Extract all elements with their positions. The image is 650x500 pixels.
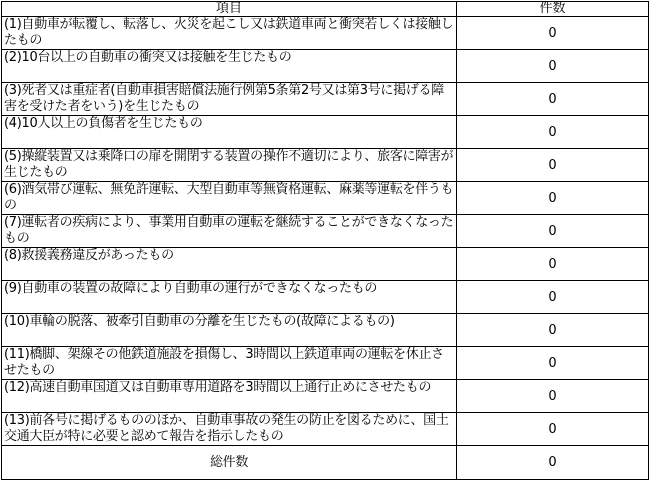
- table-row: [2, 17, 649, 50]
- row-item: (13)前各号に掲げるもののほか、自動車事故の発生の防止を図るために、国土交通大臣が特に必要と認めて報告を指示したもの: [2, 413, 457, 446]
- table-row: [2, 215, 649, 248]
- row-count: 0: [457, 116, 649, 149]
- row-count: 0: [457, 149, 649, 182]
- header-row: [2, 2, 649, 17]
- row-item: (10)車輪の脱落、被牽引自動車の分離を生じたもの(故障によるもの): [2, 314, 457, 347]
- row-count: 0: [457, 380, 649, 413]
- table-row: [2, 83, 649, 116]
- row-item: (7)運転者の疾病により、事業用自動車の運転を継続することができなくなったもの: [2, 215, 457, 248]
- row-count: 0: [457, 347, 649, 380]
- row-item: (4)10人以上の負傷者を生じたもの: [2, 116, 457, 149]
- table-row: [2, 314, 649, 347]
- table-row: [2, 380, 649, 413]
- row-item: (3)死者又は重症者(自動車損害賠償法施行例第5条第2号又は第3号に掲げる障害を受けた者をいう)を生じたもの: [2, 83, 457, 116]
- row-count: 0: [457, 17, 649, 50]
- row-item: (2)10台以上の自動車の衝突又は接触を生じたもの: [2, 50, 457, 83]
- row-item: (6)酒気帯び運転、無免許運転、大型自動車等無資格運転、麻薬等運転を伴うもの: [2, 182, 457, 215]
- header-count: 件数: [457, 2, 649, 17]
- row-count: 0: [457, 281, 649, 314]
- table-row: [2, 248, 649, 281]
- row-item: (12)高速自動車国道又は自動車専用道路を3時間以上通行止めにさせたもの: [2, 380, 457, 413]
- accident-report-table: [1, 1, 649, 480]
- row-count: 0: [457, 314, 649, 347]
- row-count: 0: [457, 248, 649, 281]
- row-item: (9)自動車の装置の故障により自動車の運行ができなくなったもの: [2, 281, 457, 314]
- header-item: 項目: [2, 2, 457, 17]
- row-count: 0: [457, 83, 649, 116]
- table-row: [2, 149, 649, 182]
- table-row: [2, 182, 649, 215]
- total-label: 総件数: [2, 446, 457, 480]
- table-row: [2, 413, 649, 446]
- row-item: (5)操縦装置又は乗降口の扉を開閉する装置の操作不適切により、旅客に障害が生じたもの: [2, 149, 457, 182]
- total-count: 0: [457, 446, 649, 480]
- table-row: [2, 347, 649, 380]
- total-row: [2, 446, 649, 480]
- row-count: 0: [457, 413, 649, 446]
- row-item: (11)橋脚、架線その他鉄道施設を損傷し、3時間以上鉄道車両の運転を休止させたもの: [2, 347, 457, 380]
- row-item: (1)自動車が転覆し、転落し、火災を起こし又は鉄道車両と衝突若しくは接触したもの: [2, 17, 457, 50]
- table-row: [2, 281, 649, 314]
- table-row: [2, 116, 649, 149]
- table-row: [2, 50, 649, 83]
- row-count: 0: [457, 50, 649, 83]
- row-count: 0: [457, 182, 649, 215]
- row-item: (8)救援義務違反があったもの: [2, 248, 457, 281]
- row-count: 0: [457, 215, 649, 248]
